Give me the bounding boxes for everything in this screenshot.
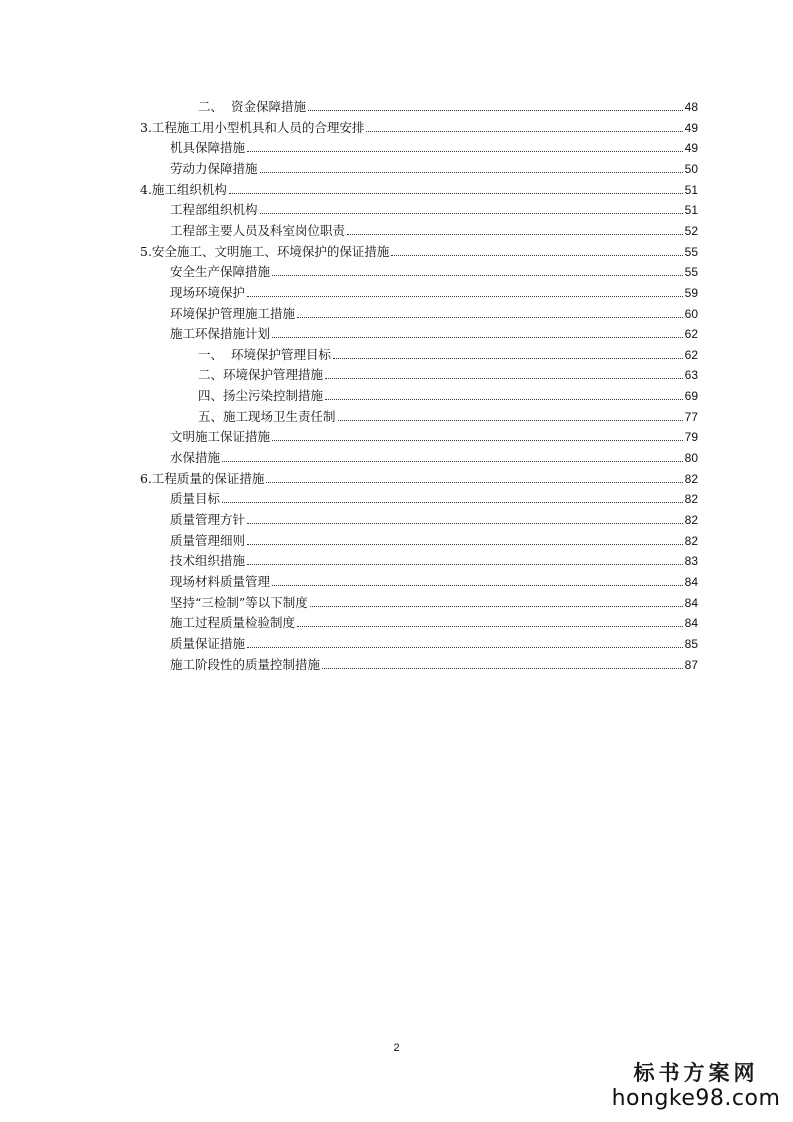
toc-dot-leader	[272, 275, 683, 276]
toc-entry-title: 质量目标	[170, 491, 221, 507]
toc-dot-leader	[308, 110, 683, 111]
toc-entry-title: 施工阶段性的质量控制措施	[170, 656, 321, 672]
toc-entry[interactable]	[170, 508, 698, 528]
toc-entry[interactable]	[140, 178, 698, 198]
toc-entry[interactable]	[170, 157, 698, 177]
toc-entry-page-number: 63	[684, 368, 698, 383]
toc-entry[interactable]	[170, 281, 698, 301]
toc-entry-title: 6.工程质量的保证措施	[140, 470, 265, 486]
toc-entry[interactable]	[170, 136, 698, 156]
toc-entry-title: 四、扬尘污染控制措施	[198, 388, 324, 404]
toc-dot-leader	[247, 523, 683, 524]
toc-entry[interactable]	[198, 405, 698, 425]
toc-entry[interactable]	[140, 240, 698, 260]
toc-entry-title: 施工过程质量检验制度	[170, 615, 296, 631]
toc-entry[interactable]	[170, 487, 698, 507]
toc-entry[interactable]	[198, 363, 698, 383]
toc-dot-leader	[266, 482, 682, 483]
toc-entry-page-number: 60	[684, 306, 698, 321]
toc-entry-page-number: 48	[684, 100, 698, 114]
toc-entry-page-number: 59	[684, 285, 698, 300]
toc-entry-title: 工程部组织机构	[170, 202, 258, 218]
toc-entry[interactable]	[170, 260, 698, 280]
toc-entry[interactable]	[170, 529, 698, 549]
toc-entry[interactable]	[170, 219, 698, 239]
toc-entry[interactable]	[198, 95, 698, 115]
toc-entry-page-number: 79	[684, 430, 698, 445]
toc-entry-title: 二、环境保护管理措施	[198, 367, 324, 383]
watermark-chinese-text: 标书方案网	[633, 1060, 759, 1085]
toc-entry-title: 坚持“三检制”等以下制度	[170, 594, 308, 610]
toc-entry-page-number: 51	[684, 203, 698, 218]
toc-dot-leader	[247, 647, 683, 648]
toc-dot-leader	[325, 378, 683, 379]
toc-entry[interactable]	[140, 116, 698, 136]
toc-entry[interactable]	[198, 343, 698, 363]
toc-entry[interactable]	[170, 591, 698, 611]
toc-dot-leader	[333, 358, 683, 359]
toc-entry-title: 安全生产保障措施	[170, 264, 271, 280]
toc-entry-page-number: 84	[684, 574, 698, 589]
toc-entry-page-number: 80	[684, 451, 698, 466]
toc-entry-page-number: 49	[684, 141, 698, 156]
toc-entry-page-number: 84	[684, 616, 698, 631]
toc-dot-leader	[229, 193, 683, 194]
toc-entry-page-number: 50	[684, 161, 698, 176]
toc-dot-leader	[247, 296, 683, 297]
toc-entry[interactable]	[170, 611, 698, 631]
toc-entry-title: 环境保护管理施工措施	[170, 305, 296, 321]
toc-entry[interactable]	[170, 302, 698, 322]
toc-entry[interactable]	[140, 467, 698, 487]
watermark-domain-text: hongke98.com	[611, 1086, 781, 1111]
toc-entry[interactable]	[198, 384, 698, 404]
toc-entry-page-number: 51	[684, 182, 698, 197]
toc-entry-title: 质量管理细则	[170, 532, 246, 548]
page-number: 2	[393, 1042, 400, 1054]
toc-entry-page-number: 69	[684, 389, 698, 404]
toc-entry-page-number: 62	[684, 327, 698, 342]
toc-entry[interactable]	[170, 425, 698, 445]
toc-entry-title: 技术组织措施	[170, 553, 246, 569]
toc-entry-title: 质量保证措施	[170, 635, 246, 651]
toc-entry-title: 一、 环境保护管理目标	[198, 346, 331, 362]
toc-entry[interactable]	[170, 322, 698, 342]
toc-entry-page-number: 84	[684, 595, 698, 610]
toc-dot-leader	[297, 626, 683, 627]
toc-entry-title: 3.工程施工用小型机具和人员的合理安排	[140, 119, 365, 135]
toc-entry-title: 水保措施	[170, 450, 221, 466]
toc-dot-leader	[322, 668, 683, 669]
toc-entry-title: 二、 资金保障措施	[198, 99, 306, 114]
toc-dot-leader	[272, 337, 683, 338]
toc-entry-page-number: 52	[684, 223, 698, 238]
toc-dot-leader	[366, 131, 682, 132]
toc-entry[interactable]	[170, 570, 698, 590]
toc-entry[interactable]	[170, 632, 698, 652]
toc-entry[interactable]	[170, 446, 698, 466]
toc-entry[interactable]	[170, 549, 698, 569]
toc-dot-leader	[247, 564, 683, 565]
toc-entry-title: 现场环境保护	[170, 284, 246, 300]
toc-entry-page-number: 83	[684, 554, 698, 569]
toc-dot-leader	[222, 502, 683, 503]
toc-entry-page-number: 82	[684, 513, 698, 527]
toc-entry-page-number: 55	[684, 265, 698, 280]
toc-dot-leader	[391, 255, 682, 256]
toc-entry-page-number: 87	[684, 657, 698, 672]
toc-entry-page-number: 55	[684, 244, 698, 259]
toc-dot-leader	[272, 585, 683, 586]
toc-entry-page-number: 49	[684, 120, 698, 135]
toc-entry-page-number: 77	[684, 409, 698, 424]
toc-entry-page-number: 82	[684, 533, 698, 548]
toc-entry-title: 劳动力保障措施	[170, 160, 258, 176]
toc-entry-title: 施工环保措施计划	[170, 326, 271, 342]
site-watermark-logo	[611, 1060, 781, 1112]
toc-entry-page-number: 85	[684, 636, 698, 651]
toc-dot-leader	[272, 440, 683, 441]
toc-entry-title: 5.安全施工、文明施工、环境保护的保证措施	[140, 243, 390, 259]
toc-dot-leader	[222, 461, 683, 462]
toc-entry-title: 4.施工组织机构	[140, 181, 227, 197]
toc-dot-leader	[247, 151, 683, 152]
toc-dot-leader	[338, 420, 683, 421]
toc-dot-leader	[310, 606, 683, 607]
toc-dot-leader	[325, 399, 683, 400]
toc-entry-title: 文明施工保证措施	[170, 429, 271, 445]
toc-entry-title: 机具保障措施	[170, 140, 246, 156]
toc-entry-title: 质量管理方针	[170, 512, 246, 527]
toc-dot-leader	[347, 234, 683, 235]
toc-dot-leader	[260, 172, 683, 173]
toc-entry-title: 工程部主要人员及科室岗位职责	[170, 222, 346, 238]
toc-entry-title: 现场材料质量管理	[170, 573, 271, 589]
toc-entry-page-number: 82	[684, 492, 698, 507]
toc-dot-leader	[247, 544, 683, 545]
toc-entry-title: 五、施工现场卫生责任制	[198, 408, 336, 424]
toc-entry-page-number: 82	[684, 471, 698, 486]
toc-entry-page-number: 62	[684, 347, 698, 362]
toc-entry[interactable]	[170, 198, 698, 218]
toc-dot-leader	[260, 213, 683, 214]
toc-entry[interactable]	[170, 653, 698, 673]
toc-dot-leader	[297, 317, 683, 318]
